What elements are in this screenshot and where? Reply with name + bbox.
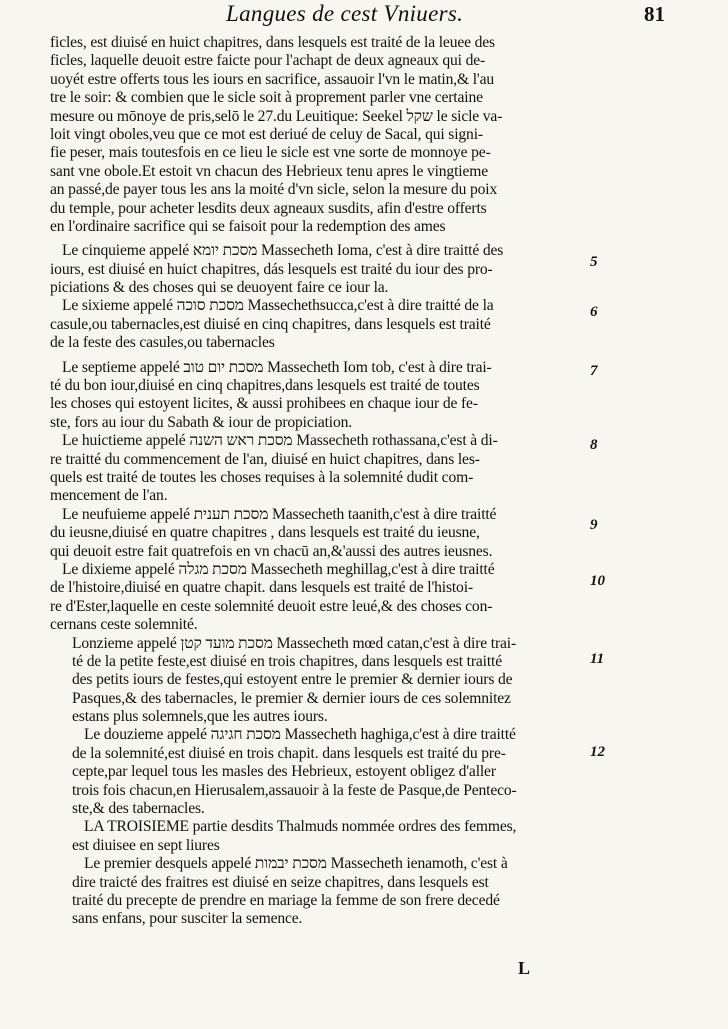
paragraph-start: Le premier desquels appelé מסכת יבמות Massecheth ienamoth, c'est à: [84, 855, 508, 873]
text-line: piciations & des choses qui se deuoyent faire ce iour la.: [50, 279, 389, 297]
text-line: du ieusne,diuisé en quatre chapitres , dans lesquels est traité du ieusne,: [50, 524, 480, 542]
margin-number: 7: [590, 363, 598, 379]
margin-number: 11: [590, 651, 605, 667]
text-line: dire traicté des fraitres est diuisé en seize chapitres, dans lesquels est: [72, 873, 489, 891]
paragraph-start: Le septieme appelé מסכת יום טוב Massecheth Iom tob, c'est à dire trai-: [62, 358, 492, 376]
margin-number: 9: [590, 517, 598, 533]
text-line: casule,ou tabernacles,est diuisé en cinq chapitres, dans lesquels est traité: [50, 315, 491, 333]
text-line: sant vne obole.Et estoit vn chacun des Hebrieux tenu apres le vingtieme: [50, 162, 488, 180]
text-line: trois fois chacun,en Hierusalem,assauoir à la feste de Pasque,de Penteco-: [72, 781, 517, 799]
paragraph-start: Le cinquieme appelé מסכת יומא Massecheth Ioma, c'est à dire traitté des: [62, 242, 504, 260]
margin-number: 12: [590, 744, 605, 760]
margin-number: 5: [590, 254, 598, 270]
text-line: loit vingt oboles,veu que ce mot est deriué de celuy de Sacal, qui signi-: [50, 125, 483, 143]
text-line: mesure ou mōnoye de pris,selō le 27.du Leuitique: Seekel שקל le sicle va-: [50, 107, 503, 125]
text-line: des petits iours de festes,qui estoyent entre le premier & dernier iours de: [72, 671, 513, 689]
text-line: estans plus solemnels,que les autres iours.: [72, 708, 328, 726]
text-line: quels est traité de toutes les choses requises à la solemnité dudit com-: [50, 468, 474, 486]
text-line: re traitté du commencement de l'an, diuisé en huict chapitres, dans les-: [50, 450, 480, 468]
running-head: Langues de cest Vniuers.: [226, 1, 464, 26]
text-line: ste,& des tabernacles.: [72, 800, 205, 818]
text-line: ficles, laquelle deuoit estre faicte pour l'achapt de deux agneaux qui de-: [50, 52, 486, 70]
page-number: 81: [644, 2, 665, 26]
text-line: du temple, pour acheter lesdits deux agneaux susdits, afin d'estre offerts: [50, 199, 487, 217]
paragraph-start: Le douzieme appelé מסכת חגיגה Massecheth haghiga,c'est à dire traitté: [84, 726, 516, 744]
text-line: ficles, est diuisé en huict chapitres, dans lesquels est traité de la leuee des: [50, 34, 495, 51]
text-line: de l'histoire,diuisé en quatre chapit. dans lesquels est traité de l'histoi-: [50, 579, 473, 597]
text-line: de la solemnité,est diuisé en trois chapit. dans lesquels est traité du pre-: [72, 744, 506, 762]
text-line: mencement de l'an.: [50, 487, 168, 505]
text-line: en l'ordinaire sacrifice qui se faisoit pour la redemption des ames: [50, 217, 446, 235]
margin-number: 6: [590, 304, 598, 320]
text-body: [50, 34, 584, 929]
text-line: té de la petite feste,est diuisé en trois chapitres, dans lesquels est traitté: [72, 652, 502, 670]
text-line: cepte,par lequel tous les masles des Hebrieux, estoyent obligez d'aller: [72, 763, 496, 781]
paragraph-start: Le sixieme appelé מסכת סוכה Massechethsucca,c'est à dire traitté de la: [62, 297, 494, 315]
margin-number: 10: [590, 573, 605, 589]
paragraph-start: Le neufuieme appelé מסכת תענית Massecheth taanith,c'est à dire traitté: [62, 505, 497, 523]
text-line: cernans ceste solemnité.: [50, 616, 198, 634]
text-line: fie peser, mais toutesfois en ce lieu le sicle est vne sorte de monnoye pe-: [50, 144, 491, 162]
catchword: L: [518, 958, 531, 978]
paragraph-start: Le huictieme appelé מסכת ראש השנה Massecheth rothassana,c'est à di-: [62, 432, 498, 450]
text-line: est diuisee en sept liures: [72, 836, 220, 854]
text-line: uoyét estre offerts tous les iours en sacrifice, assauoir l'vn le matin,& l'au: [50, 70, 494, 88]
margin-number: 8: [590, 437, 598, 453]
text-line: sans enfans, pour susciter la semence.: [72, 910, 303, 928]
text-line: ste, fors au iour du Sabath & iour de propiciation.: [50, 413, 352, 431]
section-heading: LA TROISIEME partie desdits Thalmuds nommée ordres des femmes,: [84, 818, 517, 836]
text-line: les choses qui estoyent licites, & aussi prohibees en chaque iour de fe-: [50, 395, 478, 413]
page-header: [0, 0, 728, 30]
text-line: an passé,de payer tous les ans la moité d'vn sicle, selon la mesure du poix: [50, 181, 498, 199]
paragraph-start: Lonzieme appelé מסכת מועד קטן Massecheth mœd catan,c'est à dire trai-: [72, 634, 517, 652]
text-line: de la feste des casules,ou tabernacles: [50, 334, 275, 352]
text-line: iours, est diuisé en huict chapitres, dás lesquels est traité du iour des pro-: [50, 260, 493, 278]
text-line: tre le soir: & combien que le sicle soit à proprement parler vne certaine: [50, 89, 483, 107]
paragraph-start: Le dixieme appelé מסכת מגלה Massecheth meghillag,c'est à dire traitté: [62, 560, 495, 578]
text-line: Pasques,& des tabernacles, le premier & dernier iours de ces solemnitez: [72, 689, 511, 707]
text-line: traité du precepte de prendre en mariage la femme de son frere decedé: [72, 891, 500, 909]
text-line: qui deuoit estre fait quatrefois en vn chacū an,&'aussi des autres ieusnes.: [50, 542, 493, 560]
text-line: re d'Ester,laquelle en ceste solemnité deuoit estre leué,& des choses con-: [50, 597, 493, 615]
text-line: té du bon iour,diuisé en cinq chapitres,dans lesquels est traité de toutes: [50, 377, 480, 395]
